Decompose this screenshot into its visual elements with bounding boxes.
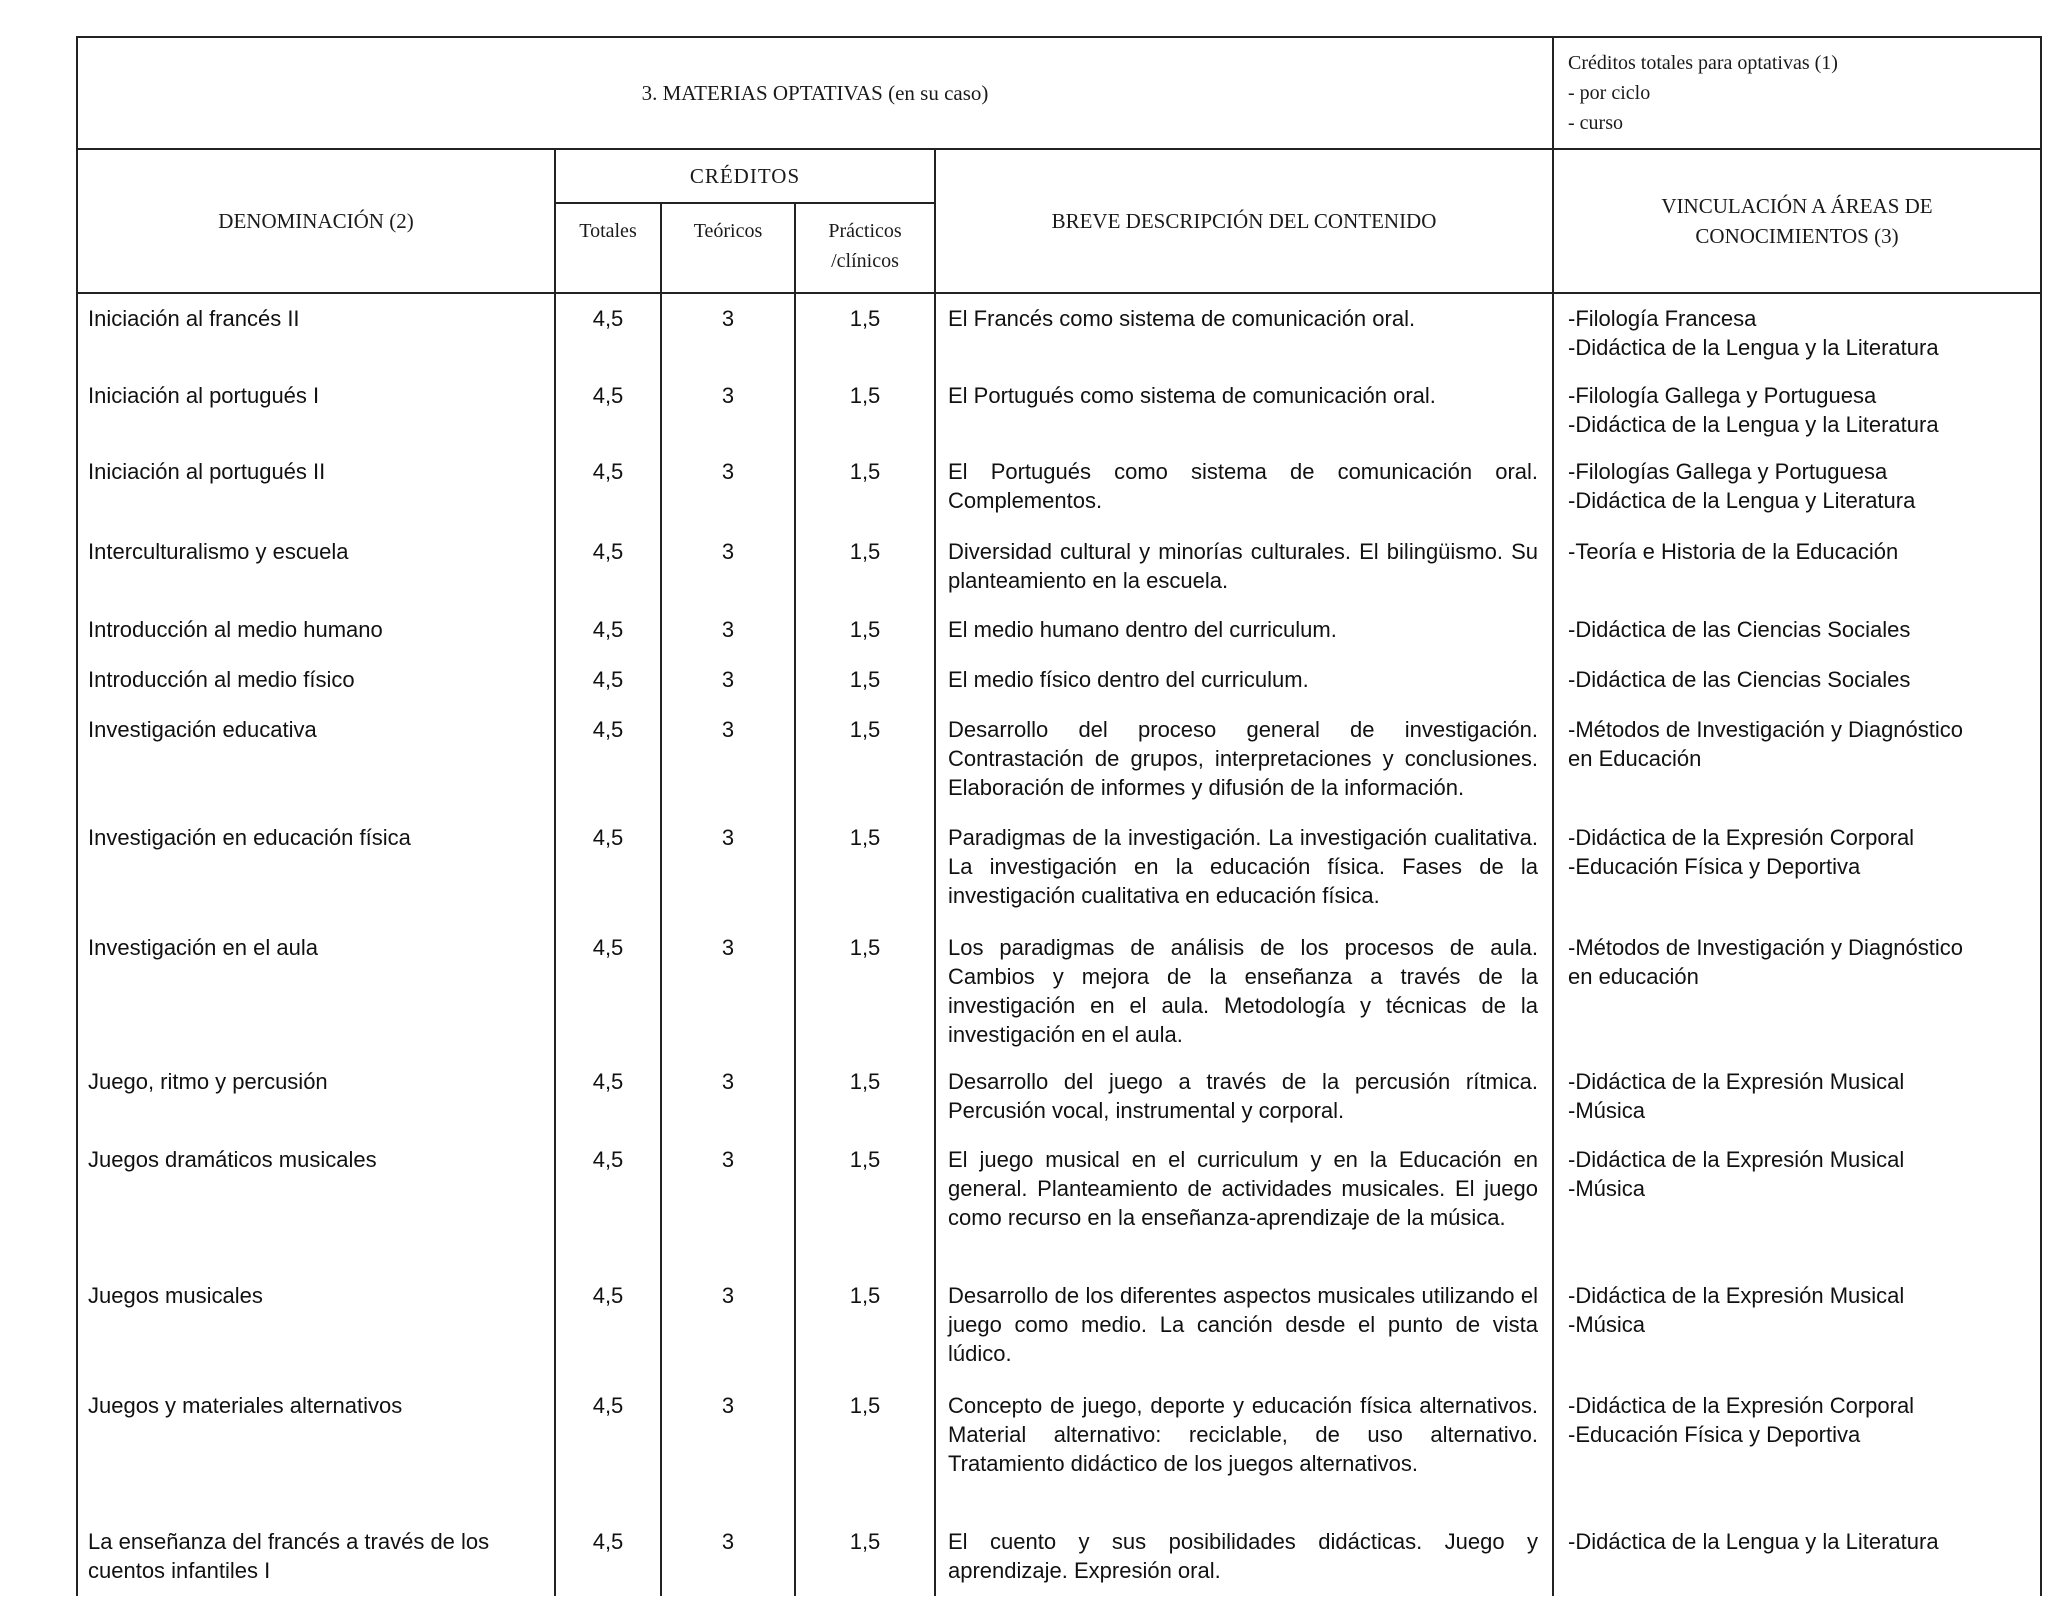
practicos-header-line: Prácticos <box>828 220 902 242</box>
descripcion-header: BREVE DESCRIPCIÓN DEL CONTENIDO <box>935 149 1553 293</box>
vinculacion-header-line: VINCULACIÓN A ÁREAS DE <box>1661 194 1933 218</box>
subject-description: Concepto de juego, deporte y educación física alternativos. Material alternativo: reciclable, de uso alternativo. Tratamiento didáctico de los juegos alternativos. <box>935 1381 1553 1517</box>
credits-totales: 4,5 <box>555 527 661 605</box>
knowledge-areas <box>1553 447 2041 527</box>
subject-name: Juegos dramáticos musicales <box>77 1135 555 1271</box>
subjects-body <box>77 293 2041 1597</box>
totales-header: Totales <box>555 203 661 293</box>
subject-description: Desarrollo del proceso general de investigación. Contrastación de grupos, interpretaciones y conclusiones. Elaboración de informes y difusión de la información. <box>935 705 1553 813</box>
practicos-header-line: /clínicos <box>831 250 899 272</box>
knowledge-area: -Teoría e Historia de la Educación <box>1568 539 1899 564</box>
credits-practicos: 1,5 <box>795 655 935 705</box>
credits-totales: 4,5 <box>555 1381 661 1517</box>
knowledge-areas <box>1553 1517 2041 1597</box>
table-row <box>77 1517 2041 1597</box>
teoricos-header: Teóricos <box>661 203 795 293</box>
table-row <box>77 605 2041 655</box>
knowledge-area: -Didáctica de la Lengua y la Literatura <box>1568 412 1939 437</box>
credits-teoricos: 3 <box>661 1271 795 1381</box>
subject-name: Juegos y materiales alternativos <box>77 1381 555 1517</box>
knowledge-area: -Música <box>1568 1312 1646 1337</box>
knowledge-areas <box>1553 605 2041 655</box>
subject-description: El medio físico dentro del curriculum. <box>935 655 1553 705</box>
table-row <box>77 813 2041 923</box>
knowledge-area: -Música <box>1568 1098 1646 1123</box>
credits-teoricos: 3 <box>661 655 795 705</box>
subject-description: El Portugués como sistema de comunicación oral. <box>935 371 1553 447</box>
credits-teoricos: 3 <box>661 527 795 605</box>
credits-teoricos: 3 <box>661 371 795 447</box>
credits-practicos: 1,5 <box>795 705 935 813</box>
table-row <box>77 655 2041 705</box>
credits-totales: 4,5 <box>555 1271 661 1381</box>
credits-totales: 4,5 <box>555 605 661 655</box>
table-row <box>77 293 2041 371</box>
knowledge-area: -Didáctica de la Expresión Corporal <box>1568 825 1915 850</box>
knowledge-area: -Educación Física y Deportiva <box>1568 854 1861 879</box>
knowledge-area: -Didáctica de la Lengua y la Literatura <box>1568 335 1939 360</box>
credits-totales: 4,5 <box>555 293 661 371</box>
knowledge-area: -Didáctica de la Expresión Musical <box>1568 1069 1905 1094</box>
credits-totales: 4,5 <box>555 923 661 1057</box>
subject-name: Juego, ritmo y percusión <box>77 1057 555 1135</box>
table-row <box>77 371 2041 447</box>
credits-practicos: 1,5 <box>795 1381 935 1517</box>
credits-totales: 4,5 <box>555 447 661 527</box>
credits-note-line: Créditos totales para optativas (1) <box>1568 52 1838 74</box>
subject-name: Investigación en educación física <box>77 813 555 923</box>
credits-totales: 4,5 <box>555 371 661 447</box>
table-row <box>77 923 2041 1057</box>
knowledge-area: en Educación <box>1568 746 1702 771</box>
credits-practicos: 1,5 <box>795 527 935 605</box>
knowledge-area: -Didáctica de la Expresión Corporal <box>1568 1393 1915 1418</box>
knowledge-area: -Música <box>1568 1176 1646 1201</box>
table-row <box>77 1057 2041 1135</box>
denominacion-header: DENOMINACIÓN (2) <box>77 149 555 293</box>
subject-description: El medio humano dentro del curriculum. <box>935 605 1553 655</box>
credits-practicos: 1,5 <box>795 1271 935 1381</box>
knowledge-area: en educación <box>1568 964 1699 989</box>
subject-description: Desarrollo del juego a través de la percusión rítmica. Percusión vocal, instrumental y corporal. <box>935 1057 1553 1135</box>
credits-teoricos: 3 <box>661 293 795 371</box>
knowledge-area: -Educación Física y Deportiva <box>1568 1422 1861 1447</box>
credits-practicos: 1,5 <box>795 293 935 371</box>
vinculacion-header <box>1553 149 2041 293</box>
subject-name: La enseñanza del francés a través de los cuentos infantiles I <box>77 1517 555 1597</box>
practicos-header <box>795 203 935 293</box>
subject-name: Investigación educativa <box>77 705 555 813</box>
credits-practicos: 1,5 <box>795 923 935 1057</box>
knowledge-area: -Didáctica de la Expresión Musical <box>1568 1147 1905 1172</box>
knowledge-areas <box>1553 923 2041 1057</box>
knowledge-area: -Didáctica de la Lengua y la Literatura <box>1568 1529 1939 1554</box>
creditos-header: CRÉDITOS <box>555 149 935 203</box>
knowledge-area: -Didáctica de las Ciencias Sociales <box>1568 617 1911 642</box>
credits-practicos: 1,5 <box>795 371 935 447</box>
credits-note-cell <box>1553 37 2041 149</box>
section-title: 3. MATERIAS OPTATIVAS (en su caso) <box>641 80 989 105</box>
table-row <box>77 1381 2041 1517</box>
credits-teoricos: 3 <box>661 923 795 1057</box>
table-row <box>77 705 2041 813</box>
credits-practicos: 1,5 <box>795 605 935 655</box>
section-title-cell <box>77 37 1553 149</box>
credits-teoricos: 3 <box>661 1517 795 1597</box>
knowledge-areas <box>1553 293 2041 371</box>
table-row <box>77 1135 2041 1271</box>
credits-teoricos: 3 <box>661 447 795 527</box>
subject-description: Diversidad cultural y minorías culturales. El bilingüismo. Su planteamiento en la escuela. <box>935 527 1553 605</box>
subject-name: Iniciación al portugués I <box>77 371 555 447</box>
credits-teoricos: 3 <box>661 1135 795 1271</box>
knowledge-areas <box>1553 1135 2041 1271</box>
subject-name: Introducción al medio físico <box>77 655 555 705</box>
credits-totales: 4,5 <box>555 1135 661 1271</box>
knowledge-areas <box>1553 705 2041 813</box>
knowledge-area: -Didáctica de la Expresión Musical <box>1568 1283 1905 1308</box>
credits-practicos: 1,5 <box>795 1135 935 1271</box>
credits-note-line: - por ciclo <box>1568 82 1651 104</box>
subject-description: El Portugués como sistema de comunicación oral. Complementos. <box>935 447 1553 527</box>
table-row <box>77 527 2041 605</box>
knowledge-area: -Filología Gallega y Portuguesa <box>1568 383 1877 408</box>
vinculacion-header-line: CONOCIMIENTOS (3) <box>1695 224 1899 248</box>
knowledge-area: -Didáctica de las Ciencias Sociales <box>1568 667 1911 692</box>
subject-name: Interculturalismo y escuela <box>77 527 555 605</box>
credits-teoricos: 3 <box>661 1381 795 1517</box>
subject-name: Iniciación al francés II <box>77 293 555 371</box>
optional-subjects-table <box>76 36 2042 1598</box>
knowledge-area: -Métodos de Investigación y Diagnóstico <box>1568 717 1964 742</box>
subject-description: El juego musical en el curriculum y en la Educación en general. Planteamiento de actividades musicales. El juego como recurso en la enseñanza-aprendizaje de la música. <box>935 1135 1553 1271</box>
credits-practicos: 1,5 <box>795 447 935 527</box>
credits-totales: 4,5 <box>555 813 661 923</box>
credits-totales: 4,5 <box>555 705 661 813</box>
knowledge-area: -Filología Francesa <box>1568 306 1757 331</box>
knowledge-area: -Didáctica de la Lengua y Literatura <box>1568 488 1916 513</box>
knowledge-areas <box>1553 371 2041 447</box>
credits-practicos: 1,5 <box>795 813 935 923</box>
credits-totales: 4,5 <box>555 655 661 705</box>
subject-name: Investigación en el aula <box>77 923 555 1057</box>
credits-totales: 4,5 <box>555 1517 661 1597</box>
credits-teoricos: 3 <box>661 1057 795 1135</box>
credits-teoricos: 3 <box>661 605 795 655</box>
credits-note-line: - curso <box>1568 112 1623 134</box>
knowledge-areas <box>1553 655 2041 705</box>
table-row <box>77 1271 2041 1381</box>
knowledge-area: -Filologías Gallega y Portuguesa <box>1568 459 1888 484</box>
credits-practicos: 1,5 <box>795 1517 935 1597</box>
credits-teoricos: 3 <box>661 813 795 923</box>
subject-description: El cuento y sus posibilidades didácticas. Juego y aprendizaje. Expresión oral. <box>935 1517 1553 1597</box>
subject-description: Paradigmas de la investigación. La investigación cualitativa. La investigación en la educación física. Fases de la investigación cualitativa en educación física. <box>935 813 1553 923</box>
knowledge-areas <box>1553 1057 2041 1135</box>
subject-description: Los paradigmas de análisis de los procesos de aula. Cambios y mejora de la enseñanza a través de la investigación en el aula. Metodología y técnicas de la investigación en el aula. <box>935 923 1553 1057</box>
credits-teoricos: 3 <box>661 705 795 813</box>
knowledge-area: -Métodos de Investigación y Diagnóstico <box>1568 935 1964 960</box>
knowledge-areas <box>1553 527 2041 605</box>
knowledge-areas <box>1553 1381 2041 1517</box>
credits-practicos: 1,5 <box>795 1057 935 1135</box>
subject-name: Juegos musicales <box>77 1271 555 1381</box>
subject-description: Desarrollo de los diferentes aspectos musicales utilizando el juego como medio. La canción desde el punto de vista lúdico. <box>935 1271 1553 1381</box>
subject-name: Iniciación al portugués II <box>77 447 555 527</box>
subject-name: Introducción al medio humano <box>77 605 555 655</box>
knowledge-areas <box>1553 813 2041 923</box>
credits-totales: 4,5 <box>555 1057 661 1135</box>
subject-description: El Francés como sistema de comunicación oral. <box>935 293 1553 371</box>
table-row <box>77 447 2041 527</box>
knowledge-areas <box>1553 1271 2041 1381</box>
